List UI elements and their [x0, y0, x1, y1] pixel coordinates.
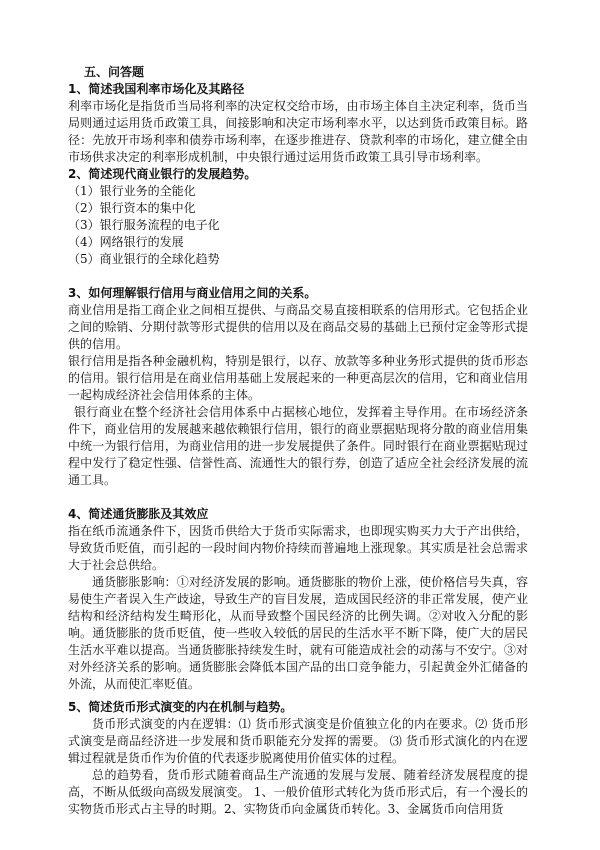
question-3-answer-paragraph: 商业信用是指工商企业之间相互提供、与商品交易直接相联系的信用形式。它包括企业之间的赊销、分期付款等形式提供的信用以及在商品交易的基础上已预付定金等形式提供的信用。 [68, 303, 528, 351]
list-item: （2）银行资本的集中化 [68, 201, 196, 215]
document-page [68, 64, 528, 818]
list-item: （3）银行服务流程的电子化 [68, 218, 220, 232]
question-3-title: 3、如何理解银行信用与商业信用之间的关系。 [68, 286, 317, 300]
question-5-answer-paragraph: 货币形式演变的内在逻辑：⑴ 货币形式演变是价值独立化的内在要求。⑵ 货币形式演变是商品经济进一步发展和货币职能充分发挥的需要。 ⑶ 货币形式演化的内在逻辑过程就是货币作为价值的代表逐步脱离使用价值实体的过程。 [68, 717, 528, 765]
question-2-title: 2、简述现代商业银行的发展趋势。 [68, 167, 257, 181]
spacer [68, 489, 528, 506]
question-1-answer-paragraph: 利率市场化是指货币当局将利率的决定权交给市场，由市场主体自主决定利率，货币当局则通过运用货币政策工具，间接影响和决定市场利率水平，以达到货币政策目标。路径：先放开市场利率和债券市场利率，在逐步推进存、贷款利率的市场化，建立健全由市场供求决定的利率形成机制，中央银行通过运用货币政策工具引导市场利率。 [68, 99, 528, 164]
question-4-answer-paragraph: 指在纸币流通条件下，因货币供给大于货币实际需求，也即现实购买力大于产出供给，导致货币贬值，而引起的一段时间内物价持续而普遍地上涨现象。其实质是社会总需求大于社会总供给。 [68, 524, 528, 572]
list-item: （5）商业银行的全球化趋势 [68, 252, 220, 266]
section-title: 五、问答题 [84, 65, 145, 79]
spacer [68, 268, 528, 285]
question-3-answer-paragraph: 银行信用是指各种金融机构，特别是银行，以存、放款等多种业务形式提供的货币形态的信用。银行信用是在商业信用基础上发展起来的一种更高层次的信用，它和商业信用一起构成经济社会信用体系的主体。 [68, 354, 528, 402]
question-4-title: 4、简述通货膨胀及其效应 [68, 507, 209, 521]
question-2-answer-list [68, 183, 528, 268]
question-5-title: 5、简述货币形式演变的内在机制与趋势。 [68, 700, 293, 714]
list-item: （1）银行业务的全能化 [68, 184, 196, 198]
list-item: （4）网络银行的发展 [68, 235, 184, 249]
question-5-answer-paragraph: 总的趋势看，货币形式随着商品生产流通的发展与发展、随着经济发展程度的提高，不断从低级向高级发展演变。 1、一般价值形式转化为货币形式后，有一个漫长的实物货币形式占主导的时期。2、实物货币向金属货币转化。3、金属货币向信用货 [68, 768, 528, 816]
question-1-title: 1、简述我国利率市场化及其路径 [68, 82, 245, 96]
question-3-answer-paragraph: 银行商业在整个经济社会信用体系中占据核心地位，发挥着主导作用。在市场经济条件下，商业信用的发展越来越依赖银行信用，银行的商业票据贴现将分散的商业信用集中统一为银行信用，为商业信用的进一步发展提供了条件。同时银行在商业票据贴现过程中发行了稳定性强、信誉性高、流通性大的银行券，创造了适应全社会经济发展的流通工具。 [68, 405, 528, 487]
question-4-answer-paragraph: 通货膨胀影响：①对经济发展的影响。通货膨胀的物价上涨，使价格信号失真，容易使生产者误入生产歧途，导致生产的盲目发展，造成国民经济的非正常发展，使产业结构和经济结构发生畸形化，从而导致整个国民经济的比例失调。②对收入分配的影响。通货膨胀的货币贬值，使一些收入较低的居民的生活水平不断下降，使广大的居民生活水平难以提高。当通货膨胀持续发生时，就有可能造成社会的动荡与不安宁。③对对外经济关系的影响。通货膨胀会降低本国产品的出口竞争能力，引起黄金外汇储备的外流，从而使汇率贬值。 [68, 575, 528, 691]
